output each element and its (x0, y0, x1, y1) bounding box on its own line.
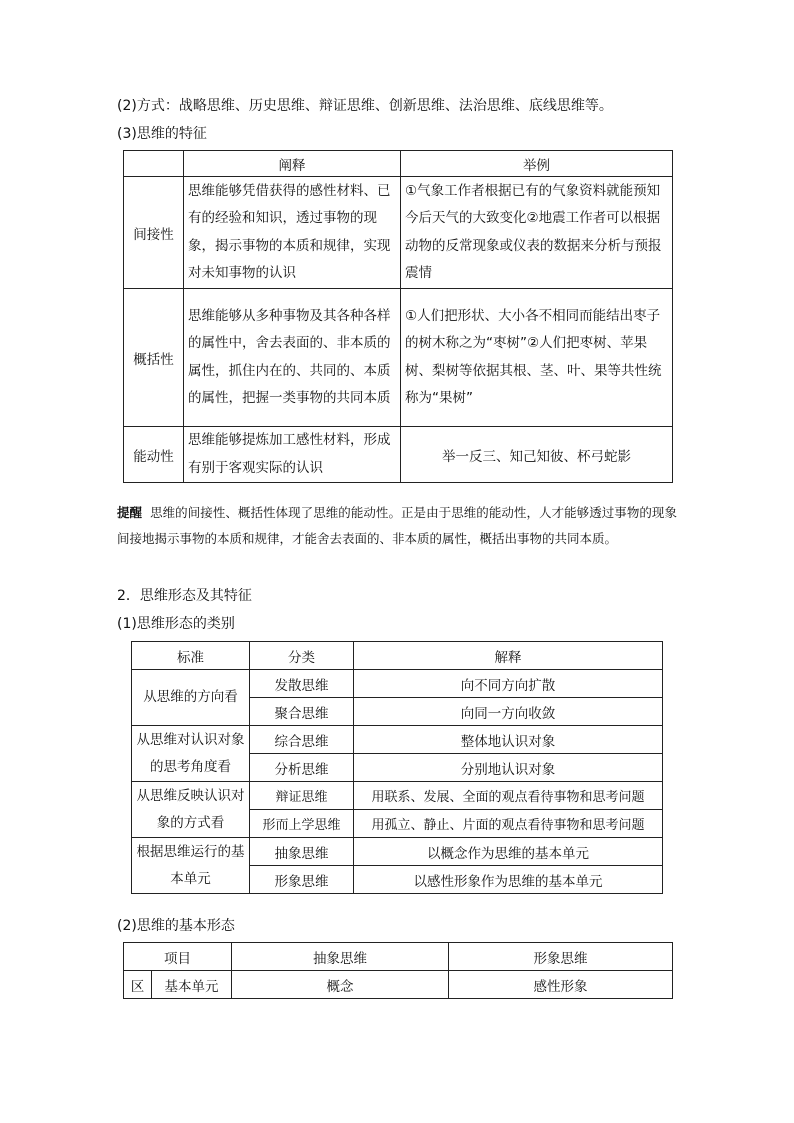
note-label: 提醒 (117, 505, 143, 520)
type-cell: 聚合思维 (250, 698, 354, 726)
features-table (123, 150, 673, 483)
table-row (124, 177, 673, 289)
methods-line: (2)方式：战略思维、历史思维、辩证思维、创新思维、法治思维、底线思维等。 (117, 98, 613, 114)
explain-cell: 向不同方向扩散 (354, 670, 663, 698)
standard-cell: 根据思维运行的基本单元 (132, 838, 250, 894)
feature-explain: 思维能够提炼加工感性材料，形成有别于客观实际的认识 (184, 427, 401, 483)
feature-name: 能动性 (124, 427, 184, 483)
table-row (132, 782, 663, 810)
table-row (124, 971, 673, 999)
table-header-row (132, 642, 663, 670)
header-image: 形象思维 (449, 943, 673, 971)
section2-heading: 2．思维形态及其特征 (117, 588, 252, 604)
explain-cell: 以概念作为思维的基本单元 (354, 838, 663, 866)
explain-cell: 以感性形象作为思维的基本单元 (354, 866, 663, 894)
note-paragraph (117, 500, 677, 552)
header-cell-explain: 阐释 (184, 151, 401, 177)
header-item: 项目 (124, 943, 232, 971)
feature-example: 举一反三、知己知彼、杯弓蛇影 (401, 427, 673, 483)
standard-cell: 从思维反映认识对象的方式看 (132, 782, 250, 838)
type-cell: 综合思维 (250, 726, 354, 754)
image-cell: 感性形象 (449, 971, 673, 999)
explain-cell: 用联系、发展、全面的观点看待事物和思考问题 (354, 782, 663, 810)
type-cell: 辩证思维 (250, 782, 354, 810)
header-type: 分类 (250, 642, 354, 670)
feature-example: ①气象工作者根据已有的气象资料就能预知今后天气的大致变化②地震工作者可以根据动物的反常现象或仪表的数据来分析与预报震情 (401, 177, 673, 289)
table-row (124, 289, 673, 427)
feature-explain: 思维能够凭借获得的感性材料、已有的经验和知识，透过事物的现象，揭示事物的本质和规律，实现对未知事物的认识 (184, 177, 401, 289)
header-standard: 标准 (132, 642, 250, 670)
type-cell: 形而上学思维 (250, 810, 354, 838)
type-cell: 发散思维 (250, 670, 354, 698)
table-row (132, 838, 663, 866)
feature-explain: 思维能够从多种事物及其各种各样的属性中，舍去表面的、非本质的属性，抓住内在的、共同的、本质的属性，把握一类事物的共同本质 (184, 289, 401, 427)
section2-sub2: (2)思维的基本形态 (117, 918, 235, 934)
header-abstract: 抽象思维 (232, 943, 449, 971)
feature-name: 间接性 (124, 177, 184, 289)
forms-table (123, 942, 673, 999)
table-row (132, 726, 663, 754)
explain-cell: 用孤立、静止、片面的观点看待事物和思考问题 (354, 810, 663, 838)
feature-example: ①人们把形状、大小各不相同而能结出枣子的树木称之为“枣树”②人们把枣树、苹果树、梨树等依据其根、茎、叶、果等共性统称为“果树” (401, 289, 673, 427)
type-cell: 抽象思维 (250, 838, 354, 866)
type-cell: 形象思维 (250, 866, 354, 894)
header-cell-empty (124, 151, 184, 177)
standard-cell: 从思维的方向看 (132, 670, 250, 726)
table-row (124, 427, 673, 483)
header-cell-example: 举例 (401, 151, 673, 177)
group-cell: 区 (124, 971, 152, 999)
feature-name: 概括性 (124, 289, 184, 427)
type-cell: 分析思维 (250, 754, 354, 782)
item-cell: 基本单元 (152, 971, 232, 999)
header-explain: 解释 (354, 642, 663, 670)
explain-cell: 向同一方向收敛 (354, 698, 663, 726)
explain-cell: 整体地认识对象 (354, 726, 663, 754)
standard-cell: 从思维对认识对象的思考角度看 (132, 726, 250, 782)
table-header-row (124, 151, 673, 177)
table-row (132, 670, 663, 698)
note-text: 思维的间接性、概括性体现了思维的能动性。正是由于思维的能动性，人才能够透过事物的现象间接地揭示事物的本质和规律，才能舍去表面的、非本质的属性，概括出事物的共同本质。 (117, 505, 677, 546)
section2-sub1: (1)思维形态的类别 (117, 616, 235, 632)
explain-cell: 分别地认识对象 (354, 754, 663, 782)
features-heading: (3)思维的特征 (117, 126, 207, 142)
types-table (131, 641, 663, 894)
table-header-row (124, 943, 673, 971)
abstract-cell: 概念 (232, 971, 449, 999)
